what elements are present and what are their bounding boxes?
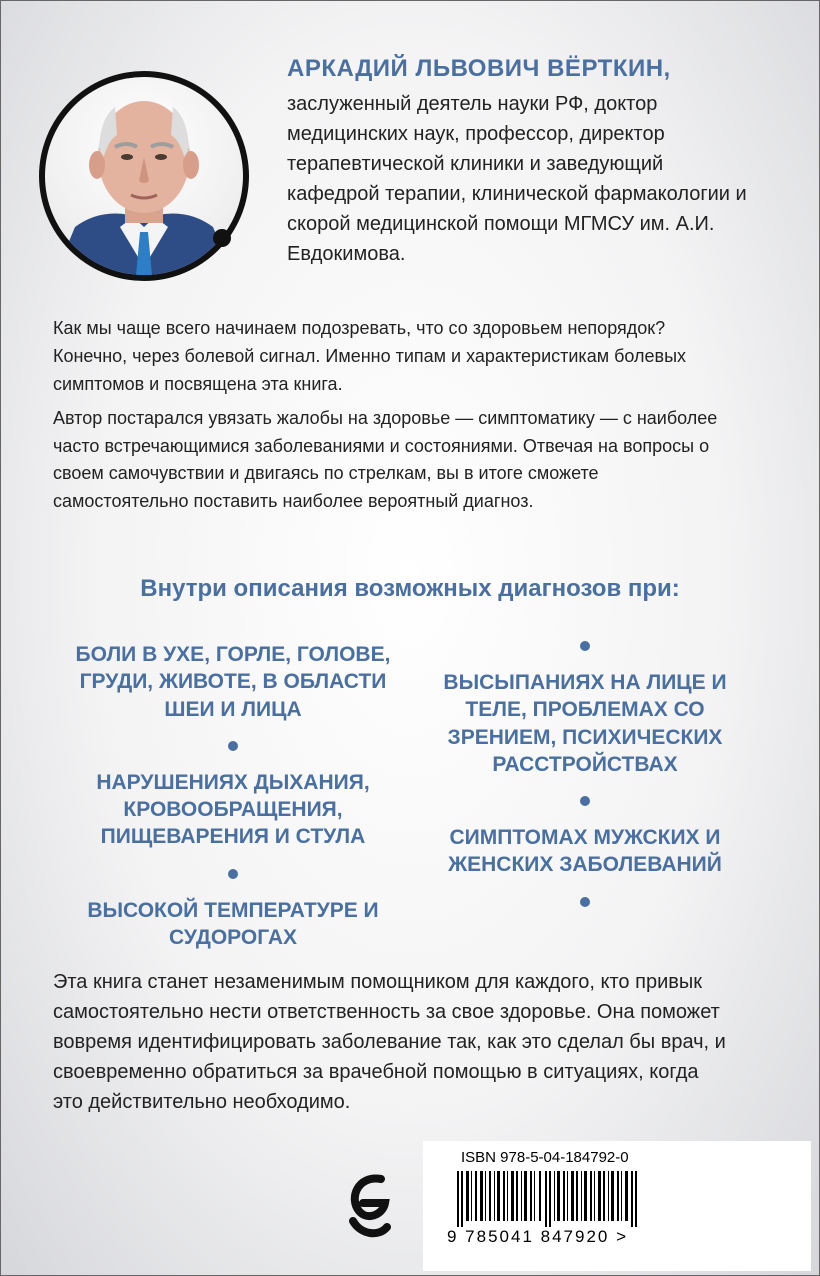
diagnosis-item: ВЫСЫПАНИЯХ НА ЛИЦЕ И ТЕЛЕ, ПРОБЛЕМАХ СО ЗРЕНИЕМ, ПСИХИЧЕСКИХ РАССТРОЙСТВАХ: [443, 671, 727, 776]
intro-paragraph-1: Как мы чаще всего начинаем подозревать, что со здоровьем непорядок? Конечно, через болевой сигнал. Именно типам и характеристикам болевых симптомов и посвящена эта книга.: [53, 318, 687, 394]
diagnosis-item: СИМПТОМАХ МУЖСКИХ И ЖЕНСКИХ ЗАБОЛЕВАНИЙ: [448, 826, 722, 877]
inside-title: Внутри описания возможных диагнозов при:: [140, 575, 680, 602]
bullet-icon: [580, 641, 590, 651]
author-name: АРКАДИЙ ЛЬВОВИЧ ВЁРТКИН,: [287, 55, 671, 82]
diagnosis-item: БОЛИ В УХЕ, ГОРЛЕ, ГОЛОВЕ, ГРУДИ, ЖИВОТЕ, В ОБЛАСТИ ШЕИ И ЛИЦА: [75, 643, 391, 721]
intro-paragraph-2: Автор постарался увязать жалобы на здоровье — симптоматику — с наиболее часто встречающимися заболеваниями и состояниями. Отвечая на вопросы о своем самочувствии и двигаясь по стрелкам, вы в итоге сможете самостоятельно поставить наиболее вероятный диагноз.: [53, 407, 718, 512]
author-portrait: [39, 71, 249, 281]
diagnosis-item: ВЫСОКОЙ ТЕМПЕРАТУРЕ И СУДОРОГАХ: [87, 898, 379, 950]
bullet-icon: [580, 897, 590, 907]
barcode-panel: [423, 1141, 811, 1271]
author-bio: заслуженный деятель науки РФ, доктор медицинских наук, профессор, директор терапевтической клиники и заведующий кафедрой терапии, клинической фармакологии и скорой медицинской помощи МГМСУ им. А.И. Евдокимова.: [287, 93, 747, 266]
diagnoses-right-column: [415, 641, 755, 925]
outro-text: Эта книга станет незаменимым помощником для каждого, кто привык самостоятельно нести ответственность за свое здоровье. Она поможет вовремя идентифицировать заболевание так, как это сделал бы врач, и своевременно обратиться за врачебной помощью в ситуациях, когда это действительно необходимо.: [53, 971, 726, 1113]
intro-text: [53, 315, 733, 522]
barcode-icon: [453, 1171, 643, 1227]
ean-digits: 9 785041 847920 >: [447, 1227, 629, 1246]
bullet-icon: [580, 796, 590, 806]
bullet-icon: [228, 741, 238, 751]
bullet-icon: [228, 869, 238, 879]
author-photo-illustration: [45, 77, 243, 275]
author-photo: [45, 77, 243, 275]
publisher-logo-icon: [345, 1169, 393, 1241]
diagnosis-item: НАРУШЕНИЯХ ДЫХАНИЯ, КРОВООБРАЩЕНИЯ, ПИЩЕВАРЕНИЯ И СТУЛА: [96, 770, 370, 849]
author-block: [287, 53, 757, 269]
isbn-text: ISBN 978-5-04-184792-0: [461, 1149, 629, 1166]
portrait-dot: [213, 229, 231, 247]
diagnoses-left-column: [63, 641, 403, 951]
